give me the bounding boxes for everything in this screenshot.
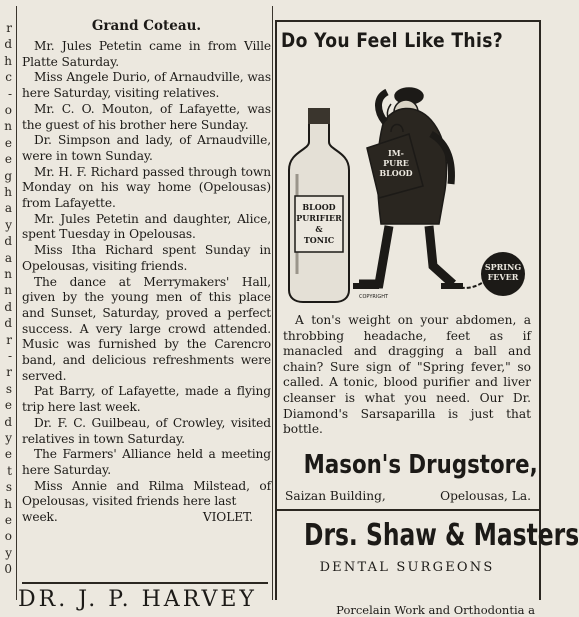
dental-subtitle: DENTAL SURGEONS [319, 560, 495, 575]
gutter-fragment: o [4, 529, 12, 544]
gutter-fragment: h [4, 53, 12, 68]
gutter-fragment: c [5, 70, 12, 85]
gutter-fragment: a [4, 201, 12, 216]
news-item: Mr. Jules Petetin came in from Ville Platte Saturday. [22, 39, 271, 69]
news-item: Miss Itha Richard spent Sunday in Opelousas, visiting friends. [22, 243, 271, 273]
news-item-last [22, 479, 271, 510]
gutter-fragment: n [4, 267, 12, 281]
signature: VIOLET. [202, 510, 253, 525]
gutter-fragment: t [7, 463, 12, 478]
news-items [22, 39, 271, 479]
gutter-fragment: e [4, 135, 12, 150]
ball-label [485, 262, 521, 282]
column-rule-middle [272, 6, 273, 600]
gutter-fragment: - [7, 86, 12, 101]
gutter-fragment: e [4, 447, 12, 462]
gutter-fragment: h [4, 496, 12, 511]
gutter-fragment: s [5, 480, 12, 495]
last-word: week. [22, 510, 58, 525]
gutter-fragment: y [5, 431, 12, 445]
column-heading: Grand Coteau. [91, 18, 202, 34]
gutter-fragment: e [4, 513, 12, 527]
gutter-fragment: d [4, 234, 12, 249]
store-address [285, 488, 531, 504]
store-name: Mason's Drugstore, [303, 450, 538, 480]
news-item: Mr. H. F. Richard passed through town Monday on his way home (Opelousas) from Lafayette. [22, 164, 271, 211]
gutter-fragment: h [4, 185, 12, 199]
news-item: Dr. F. C. Guilbeau, of Crowley, visited relatives in town Saturday. [22, 415, 271, 446]
box-label-line: PURE [383, 158, 409, 168]
ball-label-line: FEVER [487, 272, 519, 282]
gutter-fragment: 0 [4, 562, 12, 577]
gutter-fragment: n [4, 119, 12, 134]
news-item: Mr. Jules Petetin and daughter, Alice, spent Tuesday in Opelousas. [22, 211, 271, 242]
news-item: Pat Barry, of Lafayette, made a flying trip here last week. [22, 384, 271, 415]
gutter-fragment: r [6, 21, 12, 35]
news-bottom-rule [22, 582, 268, 584]
column-rule-left [16, 6, 17, 600]
gutter-fragment: n [4, 283, 12, 298]
gutter-fragment: d [4, 37, 12, 52]
gutter-fragment: r [6, 365, 12, 380]
sarsaparilla-advertisement [275, 20, 579, 617]
ad-body-text: A ton's weight on your abdomen, a throbbing headache, feet as if manacled and dragging a ball and chain? Sure sign of "Spring fever," so called. A tonic, blood purifier and liver cleanser is what you need. Our Dr. Diamond's Sarsaparilla is just that bottle. [283, 313, 531, 437]
gutter-fragment: g [4, 168, 12, 183]
news-item: The dance at Merrymakers' Hall, given by the young men of this place and Sunset, Saturday, proved a perfect success. A very large crowd attended. Music was furnished by the Carencro band, and delicious refreshments were served. [22, 274, 271, 383]
box-label-line: IM- [388, 148, 404, 158]
spring-fever-illustration [281, 64, 533, 314]
ad-divider [275, 509, 539, 511]
ball-label-line: SPRING [484, 262, 522, 272]
address-right: Opelousas, La. [440, 489, 531, 503]
news-item: Dr. Simpson and lady, of Arnaudville, were in town Sunday. [22, 133, 271, 163]
bottle-label-line: TONIC [303, 235, 335, 245]
left-gutter-fragments [0, 0, 14, 600]
gutter-fragment: d [4, 316, 12, 331]
grand-coteau-column [22, 18, 271, 526]
address-left: Saizan Building, [285, 489, 386, 503]
dental-teaser: Porcelain Work and Orthodontia a [336, 603, 535, 617]
next-article-heading: DR. J. P. HARVEY [18, 587, 257, 612]
gutter-fragment: s [5, 381, 12, 396]
copyright-mark: COPYRIGHT [359, 294, 389, 300]
gutter-fragment: e [4, 152, 12, 167]
bottle-label-line: & [315, 224, 323, 234]
gutter-fragment: d [4, 299, 12, 314]
gutter-fragment: y [5, 545, 12, 560]
gutter-fragment: y [5, 217, 12, 232]
gutter-fragment: d [4, 414, 12, 429]
ad-body [283, 313, 531, 438]
gutter-fragment: r [6, 332, 12, 347]
bottle-label-line: BLOOD [302, 202, 336, 212]
ad-headline: Do You Feel Like This? [281, 29, 504, 52]
news-item-last-text: Miss Annie and Rilma Milstead, of Opelousas, visited friends here last [22, 478, 271, 509]
gutter-fragment: a [4, 250, 12, 265]
news-item: Miss Angele Durio, of Arnaudville, was here Saturday, visiting relatives. [22, 70, 271, 101]
box-label-line: BLOOD [379, 168, 413, 178]
news-item: The Farmers' Alliance held a meeting here Saturday. [22, 447, 271, 477]
gutter-fragment: - [7, 349, 12, 363]
signature-line [22, 510, 271, 526]
gutter-fragment: e [4, 398, 12, 413]
bottle-label-line: PURIFIER [296, 213, 342, 223]
news-item: Mr. C. O. Mouton, of Lafayette, was the guest of his brother here Sunday. [22, 101, 271, 132]
gutter-fragment: o [4, 103, 12, 117]
dentist-name: Drs. Shaw & Masters [304, 518, 579, 553]
